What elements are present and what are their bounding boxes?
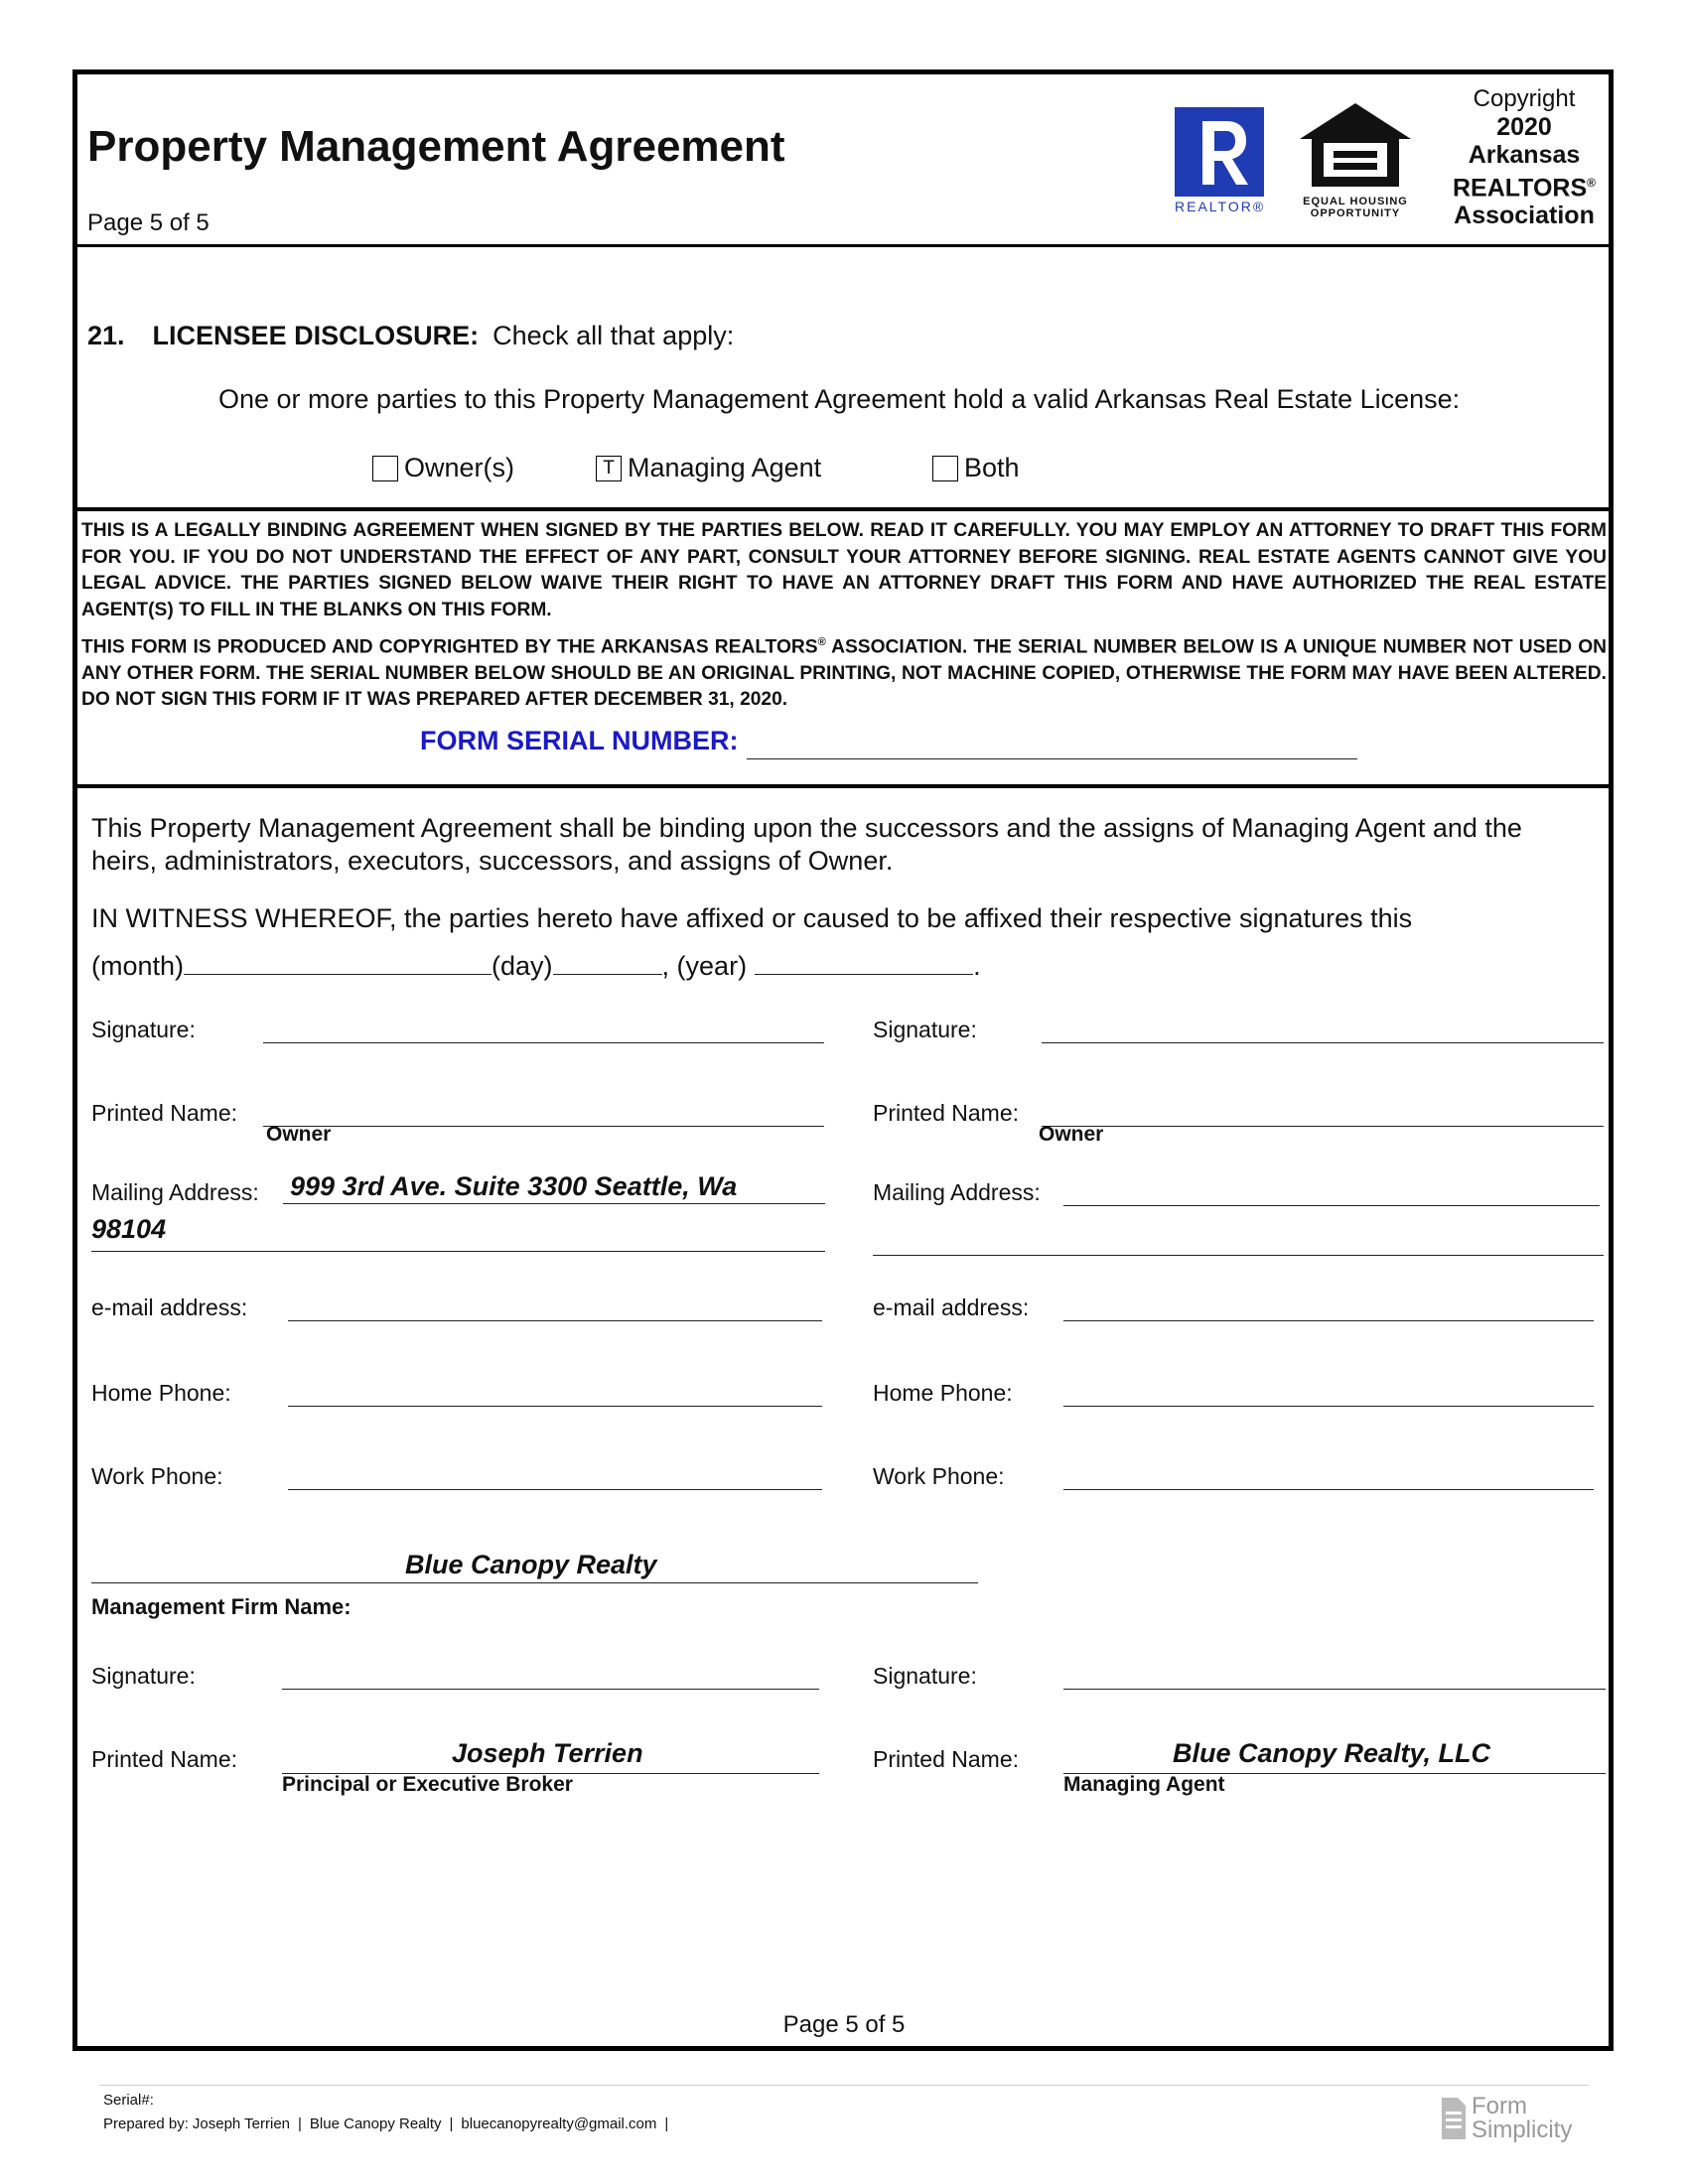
equal-housing-text-1: EQUAL HOUSING xyxy=(1303,196,1408,207)
owner2-mailing-field[interactable] xyxy=(1063,1175,1600,1206)
agent-printed-name-sub: Managing Agent xyxy=(1063,1773,1225,1796)
form-simplicity-logo xyxy=(1440,2095,1572,2142)
disclosure-statement: One or more parties to this Property Management Agreement hold a valid Arkansas Real Estate License: xyxy=(218,384,1461,414)
form-serial-field[interactable] xyxy=(747,735,1357,759)
copyright-reg-mark: ® xyxy=(1587,176,1597,190)
broker-printed-name-value: Joseph Terrien xyxy=(452,1738,643,1768)
section-number: 21. xyxy=(87,321,125,350)
owner2-mailing-field-2[interactable] xyxy=(873,1225,1604,1256)
broker-printed-name-label: Printed Name: xyxy=(91,1746,238,1772)
date-line xyxy=(91,950,981,982)
checkbox-both-box[interactable] xyxy=(932,456,958,481)
owner2-mailing-label: Mailing Address: xyxy=(873,1179,1041,1205)
owner2-home-phone-field[interactable] xyxy=(1063,1376,1594,1407)
month-field[interactable] xyxy=(184,950,492,975)
owner1-home-phone-field[interactable] xyxy=(288,1376,822,1407)
footer-prepared-company: Blue Canopy Realty xyxy=(309,2116,442,2132)
owner2-email-label: e-mail address: xyxy=(873,1295,1030,1320)
equal-housing-text-2: OPPORTUNITY xyxy=(1310,207,1401,219)
owner2-printed-name-sub: Owner xyxy=(1039,1123,1104,1146)
owner2-work-phone-label: Work Phone: xyxy=(873,1463,1005,1489)
form-simplicity-text xyxy=(1472,2095,1572,2142)
realtor-logo-text: REALTOR® xyxy=(1175,199,1266,214)
owner2-email-field[interactable] xyxy=(1063,1291,1594,1321)
owner1-printed-name-sub: Owner xyxy=(266,1123,332,1146)
owner1-signature-label: Signature: xyxy=(91,1017,196,1042)
broker-signature-field[interactable] xyxy=(282,1659,819,1690)
checkbox-managing-agent[interactable] xyxy=(596,453,821,483)
footer-prepared-name: Joseph Terrien xyxy=(192,2116,291,2132)
legal-paragraph-2b: ASSOCIATION. THE SERIAL NUMBER BELOW IS A UNIQUE NUMBER NOT USED ON ANY OTHER FORM. THE SERIAL NUMBER BELOW SHOULD BE AN ORIGINAL PRINTING, NOT MACHINE COPIED, OTHERWISE THE FORM MAY HAVE BEEN ALTERED. DO NOT SIGN THIS FORM IF IT WAS PREPARED AFTER DECEMBER 31, 2020. xyxy=(81,636,1607,711)
section-instruction: Check all that apply: xyxy=(492,321,735,350)
legal-paragraph-2a: THIS FORM IS PRODUCED AND COPYRIGHTED BY THE ARKANSAS REALTORS xyxy=(81,636,818,658)
checkbox-both-label: Both xyxy=(964,453,1020,482)
footer-sep-3: | xyxy=(664,2116,669,2132)
legal-reg-mark: ® xyxy=(817,636,826,648)
owner1-printed-name-field[interactable] xyxy=(263,1096,824,1127)
agent-printed-name-label: Printed Name: xyxy=(873,1746,1020,1772)
legal-paragraph-2 xyxy=(81,629,1607,714)
owner1-mailing-value-1: 999 3rd Ave. Suite 3300 Seattle, Wa xyxy=(290,1171,738,1201)
owner1-email-label: e-mail address: xyxy=(91,1295,248,1320)
agent-signature-label: Signature: xyxy=(873,1663,977,1689)
broker-printed-name-sub: Principal or Executive Broker xyxy=(282,1773,573,1796)
copyright-realtors: REALTORS xyxy=(1452,174,1588,203)
copyright-block xyxy=(1435,85,1614,229)
day-label: (day) xyxy=(492,951,553,981)
footer-prepared-label: Prepared by: xyxy=(103,2116,189,2132)
realtor-logo xyxy=(1175,107,1266,221)
owner1-email-field[interactable] xyxy=(288,1291,822,1321)
checkbox-owners-box[interactable] xyxy=(372,456,398,481)
copyright-line4 xyxy=(1435,169,1614,202)
form-simplicity-line1: Form xyxy=(1472,2093,1527,2119)
checkbox-managing-agent-box[interactable]: T xyxy=(596,456,622,481)
checkbox-both[interactable] xyxy=(932,453,1020,483)
footer-sep-1: | xyxy=(298,2116,302,2132)
section-heading: LICENSEE DISCLOSURE: xyxy=(152,321,480,350)
management-firm-label: Management Firm Name: xyxy=(91,1594,352,1619)
page-title: Property Management Agreement xyxy=(87,122,785,171)
witness-line: IN WITNESS WHEREOF, the parties hereto have affixed or caused to be affixed their respective signatures this xyxy=(91,903,1413,933)
footer-rule xyxy=(99,2085,1589,2086)
form-document-icon xyxy=(1440,2096,1468,2141)
owner1-work-phone-field[interactable] xyxy=(288,1459,822,1490)
broker-signature-label: Signature: xyxy=(91,1663,196,1689)
footer-serial-label: Serial#: xyxy=(103,2092,154,2109)
copyright-line1: Copyright xyxy=(1473,85,1576,112)
disclosure-divider xyxy=(77,507,1609,511)
copyright-year: 2020 xyxy=(1496,113,1552,141)
year-label: , (year) xyxy=(661,951,748,981)
page-number-bottom: Page 5 of 5 xyxy=(782,2011,906,2038)
owner1-work-phone-label: Work Phone: xyxy=(91,1463,223,1489)
date-period: . xyxy=(973,951,981,981)
agent-printed-name-value: Blue Canopy Realty, LLC xyxy=(1173,1738,1491,1768)
owner2-signature-label: Signature: xyxy=(873,1017,977,1042)
owner2-printed-name-label: Printed Name: xyxy=(873,1100,1020,1126)
copyright-line3: Arkansas xyxy=(1468,141,1581,169)
owner1-signature-field[interactable] xyxy=(263,1013,824,1043)
owner1-printed-name-label: Printed Name: xyxy=(91,1100,238,1126)
footer-sep-2: | xyxy=(449,2116,454,2132)
owner1-mailing-label: Mailing Address: xyxy=(91,1179,259,1205)
checkbox-owners-label: Owner(s) xyxy=(404,453,515,482)
owner2-signature-field[interactable] xyxy=(1042,1013,1604,1043)
licensee-disclosure-heading xyxy=(87,321,734,351)
checkbox-owners[interactable] xyxy=(372,453,514,483)
checkbox-managing-agent-label: Managing Agent xyxy=(628,453,822,482)
owner1-mailing-value-2: 98104 xyxy=(91,1214,167,1244)
equal-housing-house-icon xyxy=(1296,99,1415,191)
footer-prepared-by xyxy=(103,2116,676,2132)
legal-notice xyxy=(81,518,1607,720)
legal-paragraph-1: THIS IS A LEGALLY BINDING AGREEMENT WHEN SIGNED BY THE PARTIES BELOW. READ IT CAREFULLY. YOU MAY EMPLOY AN ATTORNEY TO DRAFT THIS FORM FOR YOU. IF YOU DO NOT UNDERSTAND THE EFFECT OF ANY PART, CONSULT YOUR ATTORNEY BEFORE SIGNING. REAL ESTATE AGENTS CANNOT GIVE YOU LEGAL ADVICE. THE PARTIES SIGNED BELOW WAIVE THEIR RIGHT TO HAVE AN ATTORNEY DRAFT THIS FORM AND HAVE AUTHORIZED THE REAL ESTATE AGENT(S) TO FILL IN THE BLANKS ON THIS FORM. xyxy=(81,520,1607,620)
day-field[interactable] xyxy=(553,950,662,975)
binding-paragraph: This Property Management Agreement shall be binding upon the successors and the assigns of Managing Agent and the heirs, administrators, executors, successors, and assigns of Owner. xyxy=(91,813,1522,876)
year-field[interactable] xyxy=(755,950,973,975)
header-divider xyxy=(77,244,1609,247)
page-number-top: Page 5 of 5 xyxy=(87,209,210,236)
form-serial-label: FORM SERIAL NUMBER: xyxy=(420,726,739,755)
management-firm-value: Blue Canopy Realty xyxy=(405,1550,657,1579)
owner1-mailing-field-2[interactable] xyxy=(91,1221,825,1252)
agent-signature-field[interactable] xyxy=(1063,1659,1606,1690)
footer-prepared-email[interactable]: bluecanopyrealty@gmail.com xyxy=(461,2116,657,2132)
equal-housing-logo xyxy=(1296,99,1415,219)
copyright-line5: Association xyxy=(1454,202,1595,230)
month-label: (month) xyxy=(91,951,185,981)
owner2-printed-name-field[interactable] xyxy=(1042,1096,1604,1127)
owner2-work-phone-field[interactable] xyxy=(1063,1459,1594,1490)
owner2-home-phone-label: Home Phone: xyxy=(873,1380,1013,1406)
owner1-home-phone-label: Home Phone: xyxy=(91,1380,231,1406)
form-simplicity-line2: Simplicity xyxy=(1472,2116,1573,2143)
legal-divider xyxy=(77,784,1609,788)
